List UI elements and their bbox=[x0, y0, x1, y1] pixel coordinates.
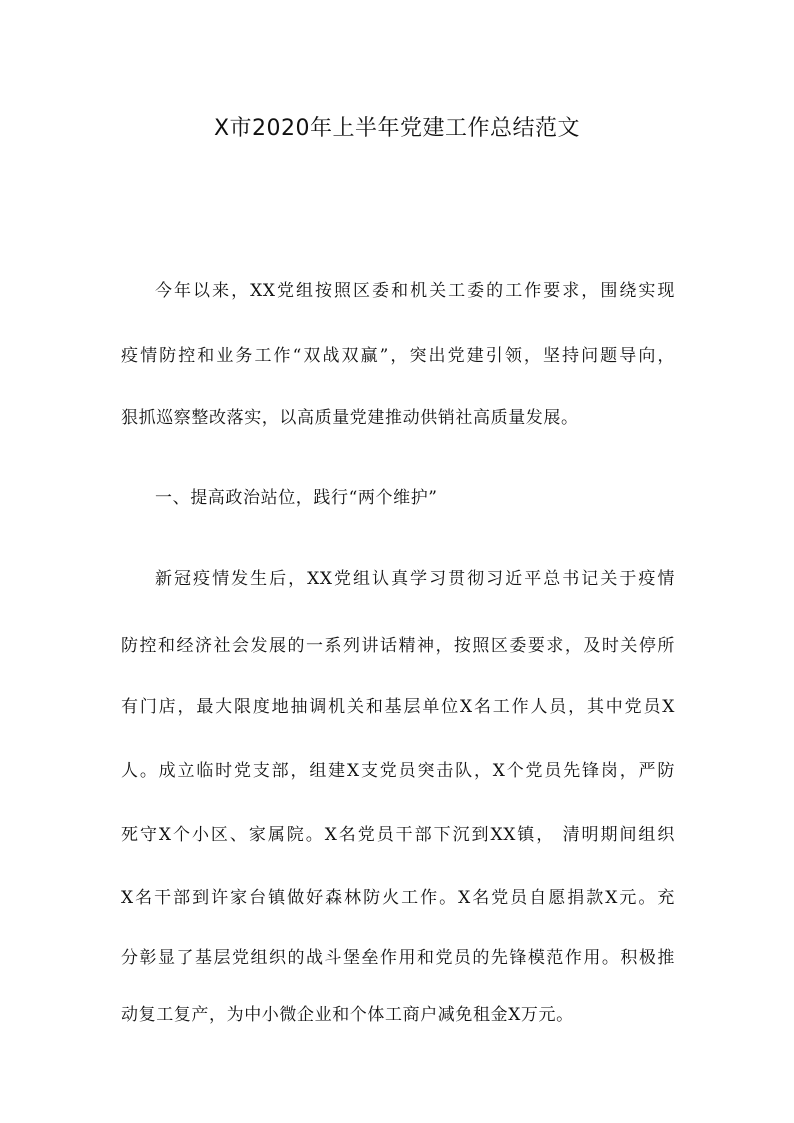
paragraph-body-line: 防控和经济社会发展的一系列讲话精神，按照区委要求，及时关停所 bbox=[121, 636, 675, 656]
document-title: X市2020年上半年党建工作总结范文 bbox=[213, 116, 581, 141]
paragraph-intro-line: 狠抓巡察整改落实，以高质量党建推动供销社高质量发展。 bbox=[121, 408, 579, 428]
paragraph-body-line: 动复工复产，为中小微企业和个体工商户减免租金X万元。 bbox=[121, 1005, 574, 1025]
paragraph-body-line: 分彰显了基层党组织的战斗堡垒作用和党员的先锋模范作用。积极推 bbox=[121, 948, 675, 968]
section-heading: 一、提高政治站位，践行“两个维护” bbox=[155, 488, 438, 508]
paragraph-intro-line: 疫情防控和业务工作“双战双赢”，突出党建引领，坚持问题导向， bbox=[121, 346, 675, 366]
paragraph-body-line: 有门店，最大限度地抽调机关和基层单位X名工作人员，其中党员X bbox=[121, 697, 675, 717]
paragraph-body-line: 人。成立临时党支部，组建X支党员突击队，X个党员先锋岗，严防 bbox=[121, 761, 675, 781]
paragraph-intro-line: 今年以来，XX党组按照区委和机关工委的工作要求，围绕实现 bbox=[155, 281, 675, 301]
paragraph-body-line: 死守X个小区、家属院。X名党员干部下沉到XX镇， 清明期间组织 bbox=[121, 825, 675, 845]
paragraph-body-line: 新冠疫情发生后，XX党组认真学习贯彻习近平总书记关于疫情 bbox=[155, 569, 675, 589]
paragraph-body-line: X名干部到许家台镇做好森林防火工作。X名党员自愿捐款X元。充 bbox=[121, 888, 675, 908]
